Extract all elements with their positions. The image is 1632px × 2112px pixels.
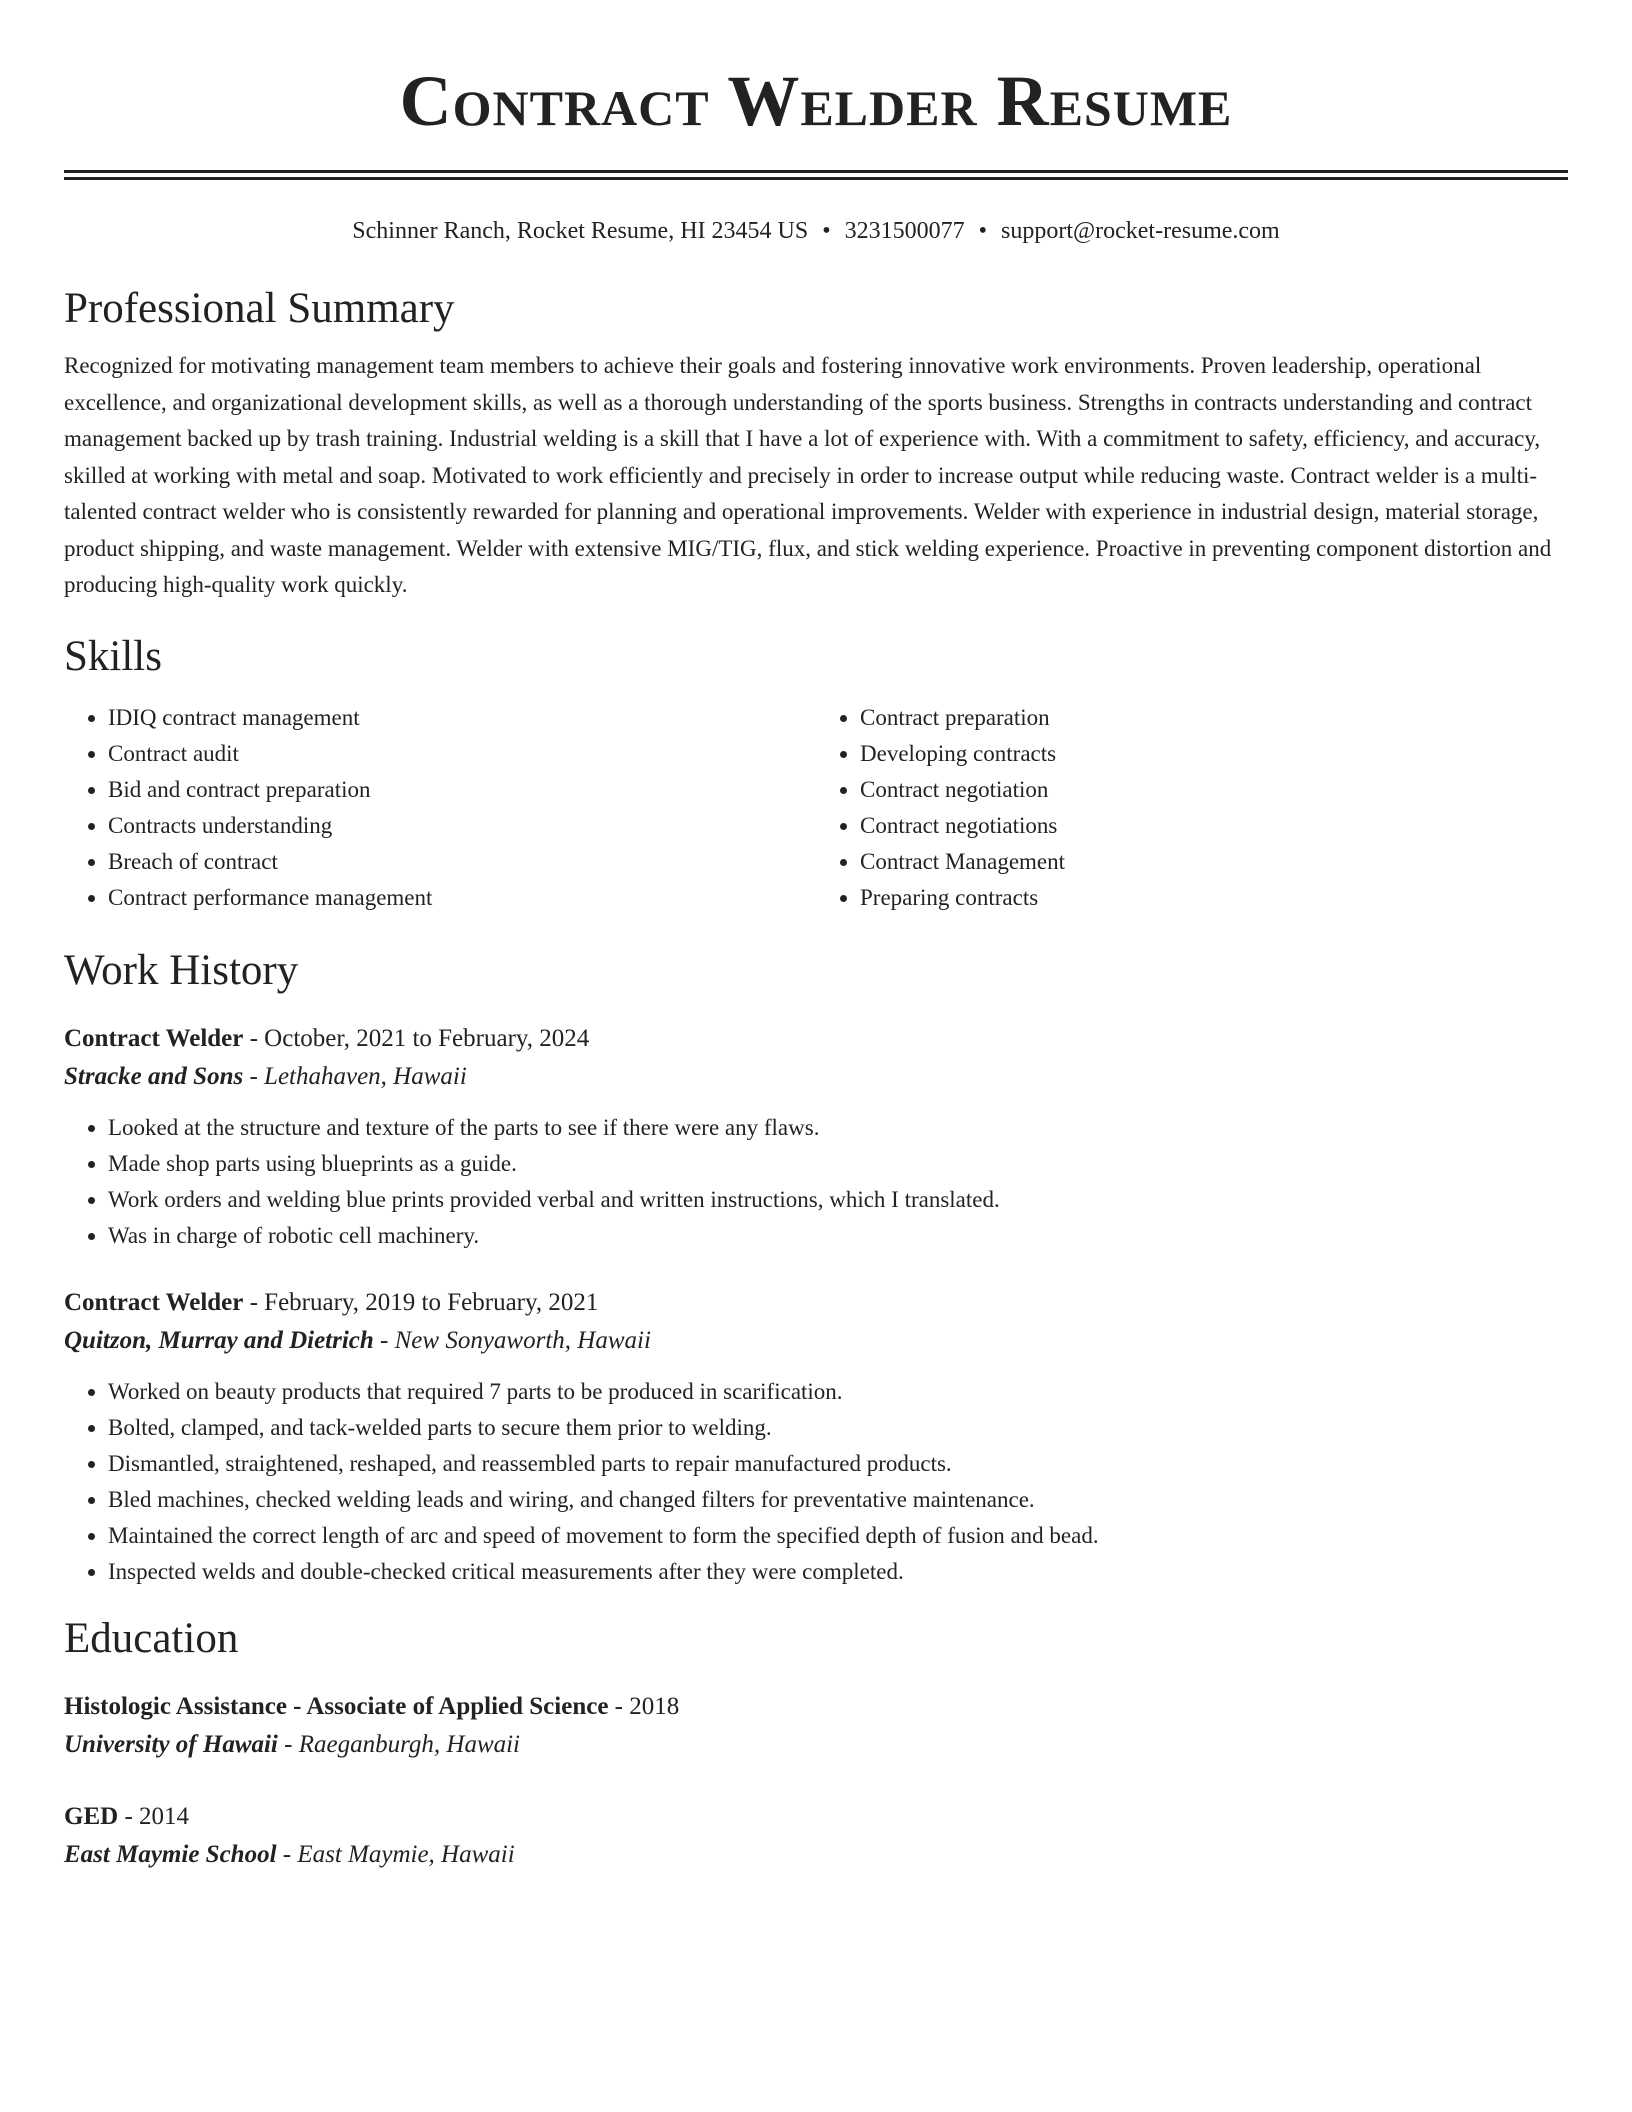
school-line	[64, 1726, 1568, 1764]
duty-item: • Made shop parts using blueprints as a guide.	[108, 1146, 1568, 1182]
degree-year: - 2014	[118, 1802, 190, 1830]
duty-item: • Worked on beauty products that required 7 parts to be produced in scarification.	[108, 1374, 1568, 1410]
section-heading-summary: Professional Summary	[64, 285, 455, 332]
contact-address: Schinner Ranch, Rocket Resume, HI 23454 US	[352, 218, 809, 244]
duty-item: • Was in charge of robotic cell machinery.	[108, 1218, 1568, 1254]
section-heading-work-history: Work History	[64, 946, 299, 994]
school-name: East Maymie School	[64, 1840, 277, 1868]
company-name: Quitzon, Murray and Dietrich	[64, 1326, 374, 1354]
company-line	[64, 1058, 1568, 1096]
resume-title: Contract Welder Resume	[399, 61, 1233, 141]
degree-year: - 2018	[608, 1692, 680, 1720]
job-dates: - October, 2021 to February, 2024	[243, 1024, 590, 1052]
job-title: Contract Welder	[64, 1024, 244, 1052]
duty-item: • Work orders and welding blue prints provided verbal and written instructions, which I translated.	[108, 1182, 1568, 1218]
education-entry	[64, 1688, 1568, 1764]
school-location: - East Maymie, Hawaii	[276, 1840, 515, 1868]
skill-item: • Developing contracts	[860, 736, 1568, 772]
company-location: - Lethahaven, Hawaii	[243, 1062, 467, 1090]
skill-item: • Preparing contracts	[860, 880, 1568, 916]
section-heading-skills: Skills	[64, 632, 162, 680]
summary-text: Recognized for motivating management team members to achieve their goals and fostering innovative work environments. Proven leadership, operational excellence, and organizational development skills, as well as a thorough understanding of the sports business. Strengths in contracts understanding and contract management backed up by trash training. Industrial welding is a skill that I have a lot of experience with. With a commitment to safety, efficiency, and accuracy, skilled at working with metal and soap. Motivated to work efficiently and precisely in order to increase output while reducing waste. Contract welder is a multi-talented contract welder who is consistently rewarded for planning and operational improvements. Welder with experience in industrial design, material storage, product shipping, and waste management. Welder with extensive MIG/TIG, flux, and stick welding experience. Proactive in preventing component distortion and producing high-quality work quickly.	[64, 353, 1552, 597]
skill-item: • Contract negotiations	[860, 808, 1568, 844]
job-title-line	[64, 1284, 1568, 1322]
duty-item: • Maintained the correct length of arc and speed of movement to form the specified depth of fusion and bead.	[108, 1518, 1568, 1554]
company-location: - New Sonyaworth, Hawaii	[373, 1326, 651, 1354]
degree-line	[64, 1688, 1568, 1726]
contact-separator: •	[978, 218, 988, 244]
company-name: Stracke and Sons	[64, 1062, 244, 1090]
duty-item: • Bolted, clamped, and tack-welded parts to secure them prior to welding.	[108, 1410, 1568, 1446]
skill-item: • IDIQ contract management	[108, 700, 816, 736]
degree-name: Histologic Assistance - Associate of Applied Science	[64, 1692, 609, 1720]
duty-item: • Bled machines, checked welding leads and wiring, and changed filters for preventative maintenance.	[108, 1482, 1568, 1518]
skill-item: • Contract Management	[860, 844, 1568, 880]
skill-item: • Contract audit	[108, 736, 816, 772]
section-heading-education: Education	[64, 1614, 239, 1662]
job-dates: - February, 2019 to February, 2021	[243, 1288, 599, 1316]
duty-item: • Dismantled, straightened, reshaped, and reassembled parts to repair manufactured products.	[108, 1446, 1568, 1482]
degree-line	[64, 1798, 1568, 1836]
skill-item: • Contract negotiation	[860, 772, 1568, 808]
education-entry	[64, 1798, 1568, 1874]
school-line	[64, 1836, 1568, 1874]
degree-name: GED	[64, 1802, 119, 1830]
duty-item: • Looked at the structure and texture of the parts to see if there were any flaws.	[108, 1110, 1568, 1146]
skill-item: • Contract performance management	[108, 880, 816, 916]
company-line	[64, 1322, 1568, 1360]
skill-item: • Contracts understanding	[108, 808, 816, 844]
skill-item: • Bid and contract preparation	[108, 772, 816, 808]
skills-list	[64, 700, 1568, 916]
job-duties	[64, 1374, 1568, 1590]
duty-item: • Inspected welds and double-checked critical measurements after they were completed.	[108, 1554, 1568, 1590]
job-entry	[64, 1284, 1568, 1590]
skill-item: • Contract preparation	[860, 700, 1568, 736]
school-location: - Raeganburgh, Hawaii	[277, 1730, 521, 1758]
skills-column-right	[816, 700, 1568, 916]
job-entry	[64, 1020, 1568, 1254]
school-name: University of Hawaii	[64, 1730, 278, 1758]
job-title: Contract Welder	[64, 1288, 244, 1316]
contact-phone: 3231500077	[844, 218, 965, 244]
contact-email: support@rocket-resume.com	[1001, 218, 1280, 244]
title-double-rule	[64, 170, 1568, 180]
job-title-line	[64, 1020, 1568, 1058]
contact-separator: •	[822, 218, 831, 244]
contact-line	[64, 216, 1568, 246]
skill-item: • Breach of contract	[108, 844, 816, 880]
job-duties	[64, 1110, 1568, 1254]
skills-column-left	[64, 700, 816, 916]
